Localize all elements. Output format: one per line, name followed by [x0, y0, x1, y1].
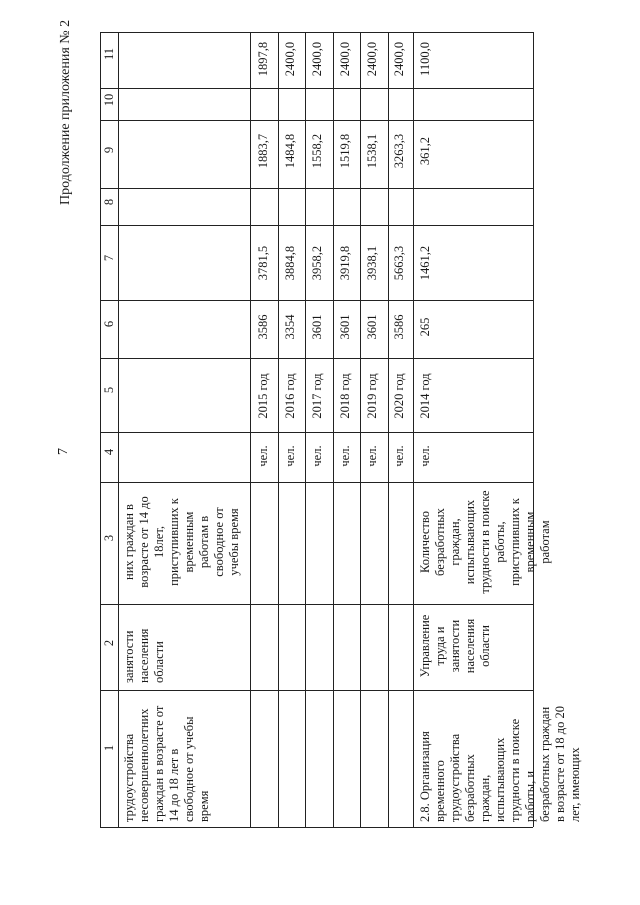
row-2020-col6: 3586 — [392, 314, 406, 340]
column-number-8: 8 — [102, 198, 116, 206]
row-2014-col11: 1100,0 — [418, 42, 432, 76]
block2-executor-line-4: населения — [463, 618, 477, 674]
block1-measure-line-5: свободное от учебы — [182, 716, 196, 822]
block2-executor-line-5: области — [478, 625, 492, 667]
block1-executor-line-3: области — [152, 641, 166, 683]
row-2017-col7: 3958,2 — [310, 245, 324, 281]
row-2014-col7: 1461,2 — [418, 245, 432, 281]
row-2014-col9: 361,2 — [418, 136, 432, 166]
row-2018-year: 2018 год — [338, 373, 352, 419]
block2-measure-line-7: трудности в поиске — [508, 718, 522, 822]
block2-measure-line-6: испытывающих — [493, 737, 507, 822]
row-2020-year: 2020 год — [392, 373, 406, 419]
column-number-3: 3 — [102, 534, 116, 542]
column-number-9: 9 — [102, 146, 116, 154]
block1-measure-line-2: несовершеннолетних — [137, 708, 151, 822]
row-2017-unit: чел. — [310, 445, 324, 467]
row-2018-unit: чел. — [338, 445, 352, 467]
page-number: 7 — [56, 448, 71, 455]
block1-indicator-line-1: них граждан в — [122, 504, 136, 580]
row-2020-col11: 2400,0 — [392, 41, 406, 77]
block2-indicator-line-5: трудности в поиске — [478, 490, 492, 594]
row-2017-col11: 2400,0 — [310, 41, 324, 77]
row-2019-year: 2019 год — [365, 373, 379, 419]
column-number-11: 11 — [102, 47, 116, 61]
column-number-7: 7 — [102, 254, 116, 262]
row-2019-col11: 2400,0 — [365, 41, 379, 77]
block1-executor-line-1: занятости — [122, 630, 136, 683]
block1-measure-line-1: трудоустройства — [122, 733, 136, 822]
block2-measure-line-3: трудоустройства — [448, 733, 462, 822]
block2-measure-line-10: в возрасте от 18 до 20 — [553, 705, 567, 822]
block2-indicator-line-7: приступивших к — [508, 498, 522, 586]
column-number-5: 5 — [102, 386, 116, 394]
row-2018-col7: 3919,8 — [338, 245, 352, 281]
row-2018-col9: 1519,8 — [338, 133, 352, 169]
row-2015-unit: чел. — [256, 445, 270, 467]
row-2018-col11: 2400,0 — [338, 41, 352, 77]
column-number-1: 1 — [102, 744, 116, 752]
block2-indicator-line-2: безработных — [433, 508, 447, 576]
row-2019-col6: 3601 — [365, 314, 379, 340]
block1-measure-line-4: 14 до 18 лет в — [167, 748, 181, 822]
row-2017-col6: 3601 — [310, 314, 324, 340]
row-2016-col6: 3354 — [283, 314, 297, 340]
block2-indicator-line-6: работы, — [493, 521, 507, 563]
row-2019-unit: чел. — [365, 445, 379, 467]
row-2019-col7: 3938,1 — [365, 245, 379, 281]
block1-executor-line-2: населения — [137, 628, 151, 683]
column-number-2: 2 — [102, 639, 116, 647]
block1-indicator-line-3: 18лет, — [152, 526, 166, 558]
row-2015-col11: 1897,8 — [256, 41, 270, 77]
row-2020-unit: чел. — [392, 445, 406, 467]
block2-indicator-line-3: граждан, — [448, 518, 462, 566]
appendix-continuation-note: Продолжение приложения № 2 — [58, 19, 73, 205]
row-2016-col11: 2400,0 — [283, 41, 297, 77]
column-number-4: 4 — [102, 448, 116, 456]
block1-indicator-line-7: свободное от — [212, 507, 226, 577]
block1-measure-line-3: граждан в возрасте от — [152, 705, 166, 822]
row-2014-col6: 265 — [418, 317, 432, 337]
column-number-10: 10 — [102, 93, 116, 107]
block1-indicator-line-8: учебы время — [227, 508, 241, 576]
row-2015-col7: 3781,5 — [256, 245, 270, 281]
block2-indicator-line-8: временным — [523, 511, 537, 573]
block2-executor-line-1: Управление — [418, 614, 432, 678]
block1-indicator-line-4: приступивших к — [167, 498, 181, 586]
row-2015-year: 2015 год — [256, 373, 270, 419]
row-2020-col7: 5663,3 — [392, 245, 406, 281]
row-2020-col9: 3263,3 — [392, 133, 406, 169]
row-2019-col9: 1538,1 — [365, 133, 379, 169]
block1-indicator-line-2: возрасте от 14 до — [137, 496, 151, 588]
block1-measure-line-6: время — [197, 790, 211, 822]
row-2017-year: 2017 год — [310, 373, 324, 419]
block2-measure-line-5: граждан, — [478, 774, 492, 822]
block2-measure-line-9: безработных граждан — [538, 706, 552, 822]
row-2014-unit: чел. — [418, 445, 432, 467]
row-2016-unit: чел. — [283, 445, 297, 467]
block2-measure-line-1: 2.8. Организация — [418, 731, 432, 822]
column-number-6: 6 — [102, 320, 116, 328]
block1-indicator-line-6: работам в — [197, 515, 211, 569]
row-2015-col6: 3586 — [256, 314, 270, 340]
row-2016-col7: 3884,8 — [283, 245, 297, 281]
block2-indicator-line-4: испытывающих — [463, 499, 477, 585]
block2-measure-line-4: безработных — [463, 754, 477, 822]
block2-executor-line-3: занятости — [448, 619, 462, 673]
row-2016-year: 2016 год — [283, 373, 297, 419]
block2-measure-line-11: лет, имеющих — [568, 747, 582, 822]
row-2014-year: 2014 год — [418, 373, 432, 419]
block2-indicator-line-1: Количество — [418, 511, 432, 573]
row-2016-col9: 1484,8 — [283, 133, 297, 169]
block2-executor-line-2: труда и — [433, 626, 447, 666]
block2-indicator-line-9: работам — [538, 520, 552, 564]
row-2018-col6: 3601 — [338, 314, 352, 340]
row-2017-col9: 1558,2 — [310, 133, 324, 169]
block1-indicator-line-5: временным — [182, 511, 196, 573]
block2-measure-line-8: работы, и — [523, 770, 537, 822]
block2-measure-line-2: временного — [433, 760, 447, 822]
row-2015-col9: 1883,7 — [256, 133, 270, 169]
